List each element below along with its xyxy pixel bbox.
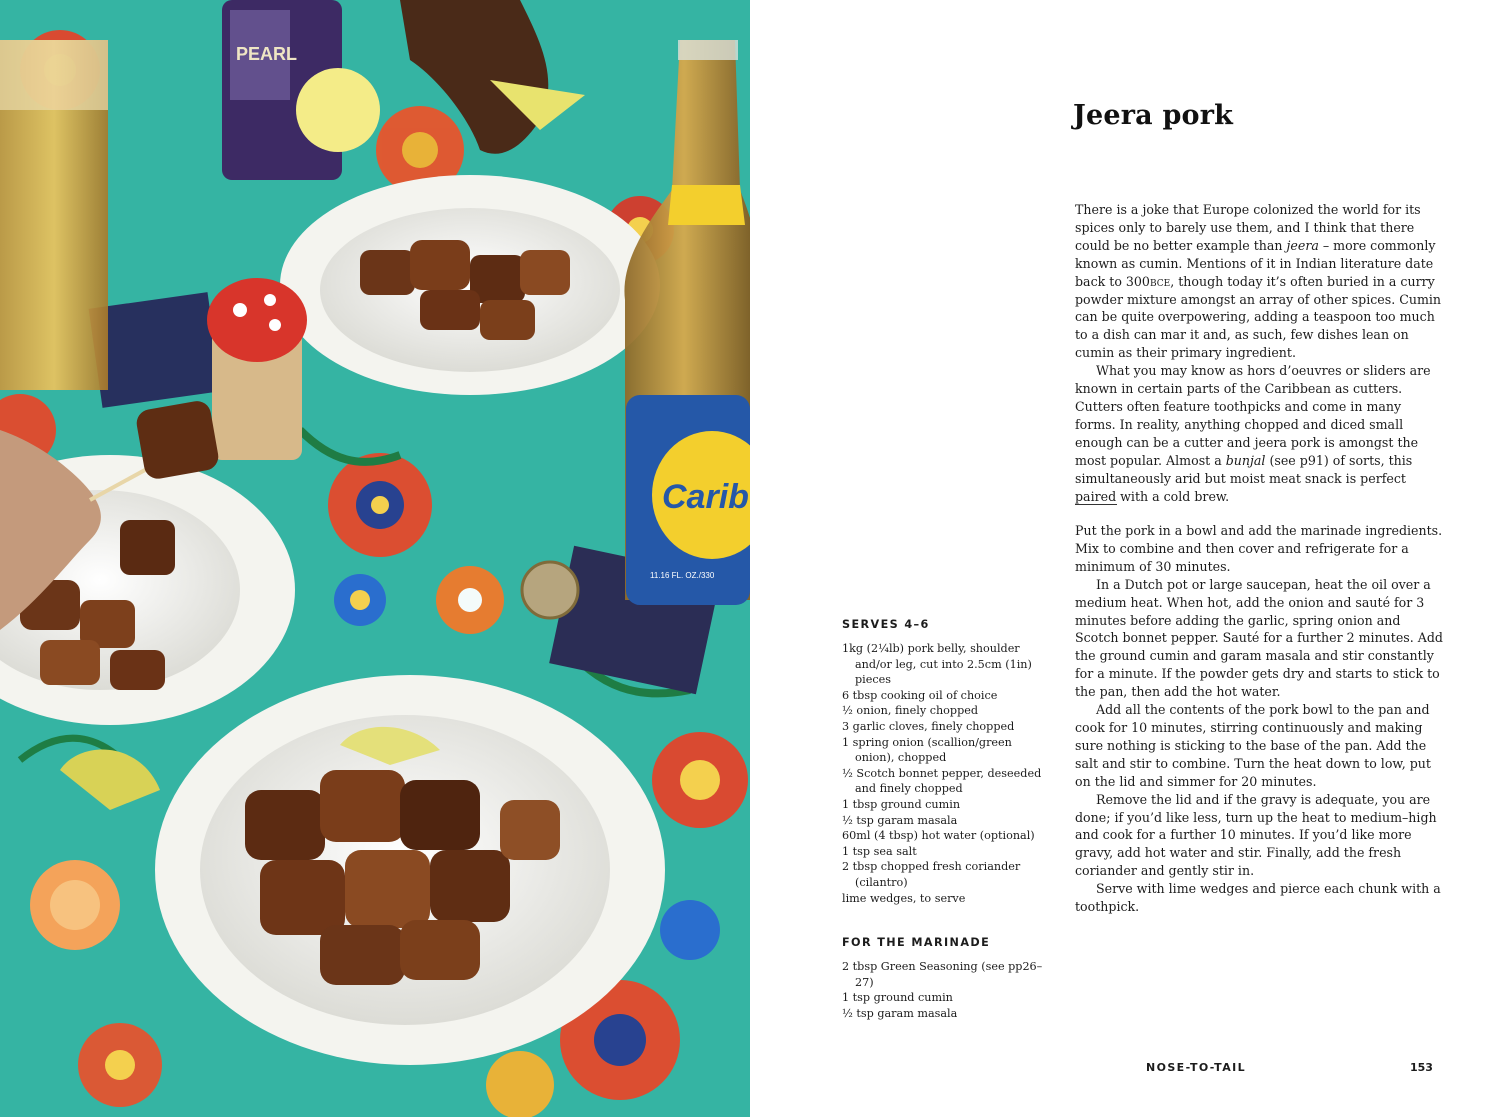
method-step: Serve with lime wedges and pierce each chunk with a toothpick. [1075,881,1441,915]
ingredient-item: 6 tbsp cooking oil of choice [842,688,998,702]
ingredient-item: 3 garlic cloves, finely chopped [842,719,1015,733]
ingredient-item: 1 tbsp ground cumin [842,797,961,811]
marinade-heading: FOR THE MARINADE [842,936,991,949]
intro-text: (see p91) of sorts, this simultaneously arid but moist meat snack is perfect paired with a cold brew. [1075,452,1413,504]
ingredient-item: lime wedges, to serve [842,891,966,905]
page-number: 153 [1410,1061,1433,1074]
ingredient-item: ½ tsp garam masala [842,1006,958,1020]
coaster [89,292,222,408]
method-step: Remove the lid and if the gravy is adequate, you are done; if you’d like less, turn up the heat to medium–high and cook for a further 10 minutes. If you’d like more gravy, add hot water and stir. Finally, add the fresh coriander and gently stir in. [1075,791,1437,879]
marinade-ingredients-list [842,959,1047,1021]
method-step: Add all the contents of the pork bowl to the pan and cook for 10 minutes, stirring continuously and making sure nothing is sticking to the base of the pan. Add the salt and stir to combine. Turn the heat down to low, put on the lid and simmer for 20 minutes. [1075,702,1431,789]
ingredient-item: ½ Scotch bonnet pepper, deseeded and finely chopped [842,766,1042,796]
intro-paragraph [1075,201,1445,362]
intro-text: , though today it’s often buried in a curry powder mixture amongst an array of other spices. Cumin can be quite overpowering, adding a teaspoon too much to a dish can mar it and, as such, few dishes lean on cumin as their primary ingredient. [1075,273,1442,361]
ingredient-item: ½ onion, finely chopped [842,704,979,718]
section-divider [1075,504,1117,505]
ingredient-item: ½ tsp garam masala [842,813,958,827]
ingredient-item: 2 tbsp chopped fresh coriander (cilantro) [842,860,1021,889]
ingredient-item: 60ml (4 tbsp) hot water (optional) [842,829,1035,843]
intro-emphasis: jeera [1286,237,1319,253]
method-step: Put the pork in a bowl and add the marinade ingredients. Mix to combine and then cover and refrigerate for a minimum of 30 minutes. [1075,523,1443,574]
intro-text: What you may know as hors d’oeuvres or sliders are known in certain parts of the Caribbean as cutters. Cutters often feature toothpicks and come in many forms. In reality, anything chopped and diced small enough can be a cutter and jeera pork is amongst the most popular. Almost a [1075,363,1431,468]
bottle-volume-text: 11.16 FL. OZ./330 [650,571,715,580]
ingredient-item: 2 tbsp Green Seasoning (see pp26–27) [842,960,1043,989]
recipe-title: Jeera pork [1073,100,1234,131]
running-head: NOSE-TO-TAIL [1146,1061,1247,1074]
can-label-text: PEARL [236,44,298,64]
intro-text: There is a joke that Europe colonized the world for its spices only to barely use them, and I think that there could be no better example than [1075,202,1421,253]
ingredient-item: 1 spring onion (scallion/green onion), chopped [842,735,1012,765]
bottle-cap [522,562,578,618]
ingredient-item: 1kg (2¼lb) pork belly, shoulder and/or leg, cut into 2.5cm (1in) pieces [842,642,1032,687]
recipe-method [1075,522,1445,916]
sea-sponge-top [296,68,380,152]
serves-heading: SERVES 4–6 [842,618,930,631]
method-step: In a Dutch pot or large saucepan, heat the oil over a medium heat. When hot, add the onion and sauté for 3 minutes before adding the garlic, spring onion and Scotch bonnet pepper. Sauté for a further 2 minutes. Add the ground cumin and garam masala and stir constantly for a minute. If the powder gets dry and starts to stick to the pan, then add the hot water. [1075,576,1443,700]
ingredient-item: 1 tsp sea salt [842,844,917,858]
recipe-introduction [1075,201,1445,505]
pork-on-skewer [134,399,220,481]
bottle-label-text: Carib [662,478,749,516]
intro-small-caps: bce [1149,273,1171,289]
intro-emphasis: bunjal [1225,452,1266,468]
ingredients-list [842,641,1047,906]
intro-paragraph [1075,362,1445,505]
intro-text: – more commonly known as cumin. Mentions of it in Indian literature date back to 300 [1075,237,1436,289]
ingredient-item: 1 tsp ground cumin [842,991,953,1005]
